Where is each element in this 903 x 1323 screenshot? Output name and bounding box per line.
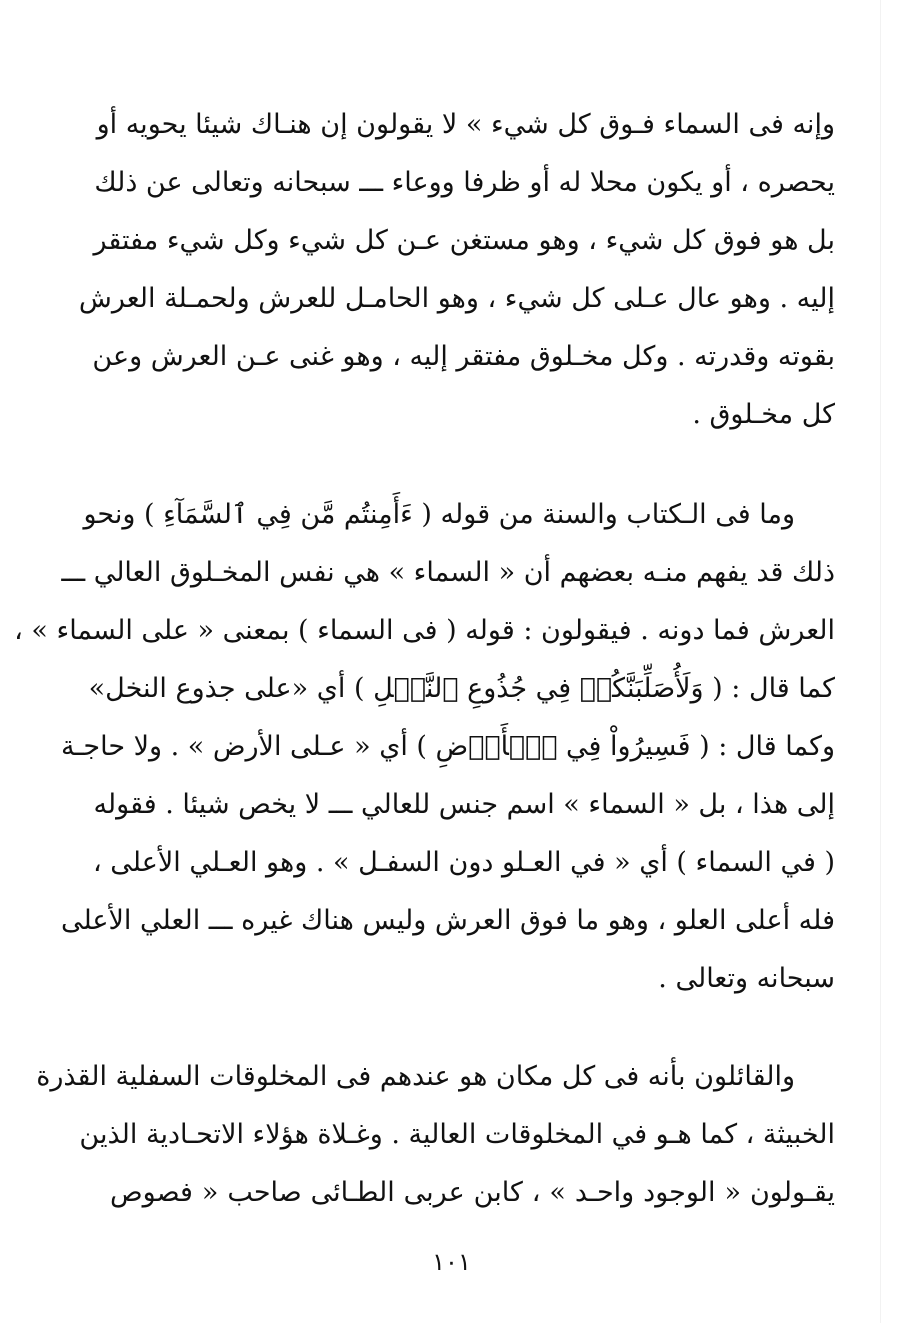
paragraph-3-line-1: والقائلون بأنه فى كل مكان هو عندهم فى المخلوقات السفلية القذرة xyxy=(36,1061,795,1092)
paragraph-1-line-5: بقوته وقدرته . وكل مخـلوق مفتقر إليه ، وهو غنى عـن العرش وعن xyxy=(92,341,835,372)
paragraph-3-line-3: يقـولون « الوجود واحـد » ، كابن عربى الطـائى صاحب « فصوص xyxy=(110,1177,835,1208)
paragraph-1-line-3: بل هو فوق كل شيء ، وهو مستغن عـن كل شيء وكل شيء مفتقر xyxy=(93,225,835,256)
paragraph-3-line-2: الخبيثة ، كما هـو في المخلوقات العالية . وغـلاة هؤلاء الاتحـادية الذين xyxy=(79,1119,835,1150)
paragraph-2-line-5: وكما قال : ( فَسِيرُواْ فِي ٱلۡأَرۡضِ ) أي « عـلى الأرض » . ولا حاجـة xyxy=(61,731,835,762)
scan-edge-line xyxy=(880,0,881,1323)
paragraph-2-line-3: العرش فما دونه . فيقولون : قوله ( فى السماء ) بمعنى « على السماء » ، xyxy=(14,615,835,646)
paragraph-2-line-8: فله أعلى العلو ، وهو ما فوق العرش وليس هناك غيره ـــ العلي الأعلى xyxy=(60,905,835,936)
paragraph-1-line-2: يحصره ، أو يكون محلا له أو ظرفا ووعاء ـــ سبحانه وتعالى عن ذلك xyxy=(94,167,835,198)
paragraph-2-line-2: ذلك قد يفهم منـه بعضهم أن « السماء » هي نفس المخـلوق العالي ـــ xyxy=(61,557,835,588)
paragraph-2-line-6: إلى هذا ، بل « السماء » اسم جنس للعالي ـــ لا يخص شيئا . فقوله xyxy=(93,789,835,820)
paragraph-1-line-4: إليه . وهو عال عـلى كل شيء ، وهو الحامـل للعرش ولحمـلة العرش xyxy=(78,283,835,314)
paragraph-2-line-9: سبحانه وتعالى . xyxy=(658,963,835,994)
page-number: ١٠١ xyxy=(432,1248,471,1276)
paragraph-2-line-1: وما فى الـكتاب والسنة من قوله ( ءَأَمِنتُم مَّن فِي ٱلسَّمَآءِ ) ونحو xyxy=(83,499,795,530)
paragraph-1-line-6: كل مخـلوق . xyxy=(692,399,835,430)
paragraph-1-line-1: وإنه فى السماء فـوق كل شيء » لا يقولون إن هنـاك شيئا يحويه أو xyxy=(96,109,835,140)
paragraph-2-line-4: كما قال : ( وَلَأُصَلِّبَنَّكُمۡ فِي جُذُوعِ ٱلنَّخۡلِ ) أي «على جذوع النخل» xyxy=(88,673,835,704)
paragraph-2-line-7: ( في السماء ) أي « في العـلو دون السفـل » . وهو العـلي الأعلى ، xyxy=(93,847,835,878)
